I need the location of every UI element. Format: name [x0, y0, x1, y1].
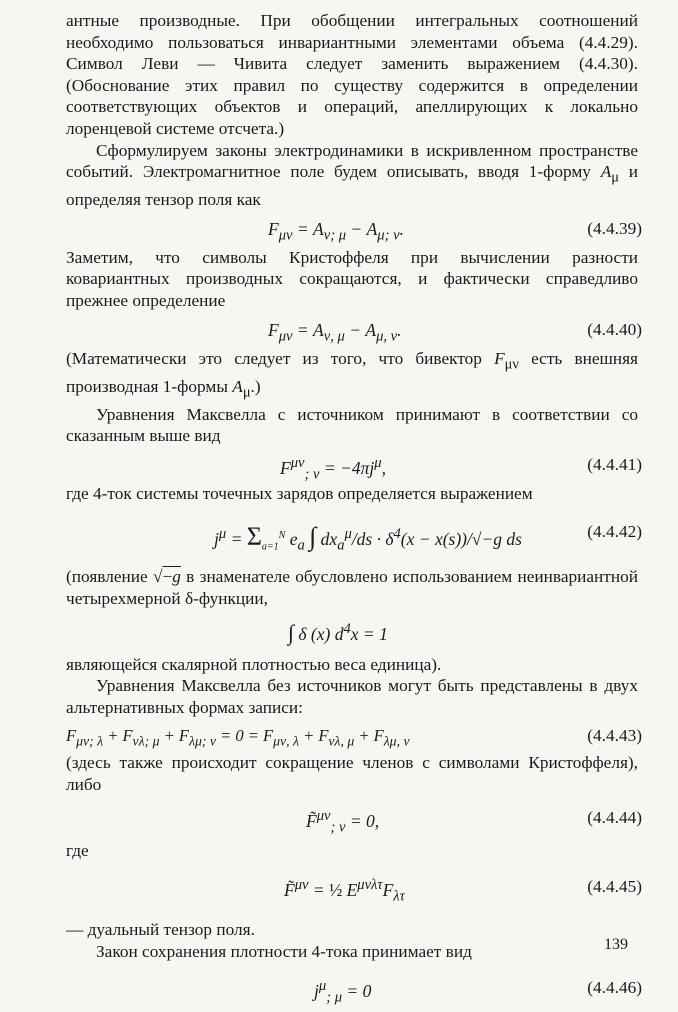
paragraph-7: (появление √−g в знаменателе обусловлено использованием неинвариантной четырехмерной δ-функции,: [66, 567, 638, 609]
paragraph-4: (Математически это следует из того, что бивектор $F_{\mu\nu}$ есть внешняя производная 1-формы $A_\mu$.): [66, 348, 638, 401]
equation-4-4-46: [66, 962, 642, 1012]
equation-4-4-45: [66, 861, 642, 919]
equation-number: (4.4.41): [587, 454, 642, 474]
equation-number: (4.4.43): [587, 726, 642, 746]
equation-4-4-43: [66, 718, 642, 756]
equation-4-4-40: [66, 312, 642, 350]
paragraph-9: Уравнения Максвелла без источников могут быть представлены в двух альтернативных формах записи:: [66, 676, 638, 717]
page-number: 139: [604, 936, 628, 953]
equation-number: (4.4.44): [587, 807, 642, 827]
equation-formula: $F_{\mu\nu} = A_{\nu, \mu} - A_{\mu, \nu}$.: [268, 319, 402, 345]
equation-formula: $F_{\mu\nu} = A_{\nu; \mu} - A_{\mu; \nu}$.: [268, 218, 404, 244]
paragraph-8: являющейся скалярной плотностью веса единица).: [66, 654, 442, 674]
equation-4-4-39: [66, 211, 642, 249]
equation-formula: F̃$^{\mu\nu}_{; \nu}$ = 0,: [306, 807, 380, 835]
paragraph-11: где: [66, 840, 89, 860]
equation-number: (4.4.46): [587, 978, 642, 998]
equation-4-4-41: [66, 447, 642, 485]
equation-number: (4.4.42): [587, 522, 642, 542]
page-body: [66, 10, 642, 1012]
paragraph-10: (здесь также происходит сокращение членов с символами Кристоффеля), либо: [66, 753, 638, 795]
equation-delta-normalization: [66, 610, 638, 654]
equation-formula: F̃$^{\mu\nu}$ = ½ $E^{\mu\nu\lambda\tau}F_{\lambda\tau}$: [284, 877, 405, 905]
equation-number: (4.4.40): [587, 319, 642, 339]
paragraph-3: Заметим, что символы Кристоффеля при вычислении разности ковариантных производных сокращаются, и фактически справедливо прежнее определение: [66, 247, 638, 310]
paragraph-6: где 4-ток системы точечных зарядов определяется выражением: [66, 483, 533, 503]
equation-4-4-44: [66, 796, 642, 840]
equation-formula: $j^\mu = \Sigma_{a=1}^N$ $e_a$ ∫ $dx_a^\mu/ds \cdot \delta^4(x - x(s))/√-g$ ds: [214, 522, 522, 554]
equation-formula: ∫ δ (x) $d^4x = 1$: [288, 619, 388, 645]
equation-formula: $j^\mu_{; \mu} = 0$: [314, 978, 372, 1006]
paragraph-5: Уравнения Максвелла с источником принимают в соответствии со сказанным выше вид: [66, 404, 638, 446]
equation-number: (4.4.45): [587, 877, 642, 897]
paragraph-2: Сформулируем законы электродинамики в искривленном пространстве событий. Электромагнитное поле будем описывать, вводя 1-форму $A_\mu$ и определяя тензор поля как: [66, 140, 638, 210]
paragraph-13: Закон сохранения плотности 4-тока принимает вид: [96, 941, 472, 961]
equation-formula: $F_{\mu\nu; \lambda} + F_{\nu\lambda; \mu} + F_{\lambda\mu; \nu} = 0 = F_{\mu\nu, \lambda} + F_{\nu\lambda, \mu} + F_{\lambda\mu, \nu}$: [66, 726, 410, 749]
paragraph-1: антные производные. При обобщении интегральных соотношений необходимо пользоваться инвариантными элементами объема (4.4.29). Символ Леви — Чивита следует заменить выражением (4.4.30). (Обоснование этих правил по существу содержится в определении соответствующих объектов и операций, апеллирующих к локально лоренцевой системе отсчета.): [66, 11, 638, 138]
equation-number: (4.4.39): [587, 218, 642, 238]
equation-formula: $F^{\mu\nu}_{; \nu} = -4\pi j^\mu$,: [280, 454, 386, 483]
paragraph-12: — дуальный тензор поля.: [66, 920, 255, 940]
equation-4-4-42: [66, 504, 642, 566]
